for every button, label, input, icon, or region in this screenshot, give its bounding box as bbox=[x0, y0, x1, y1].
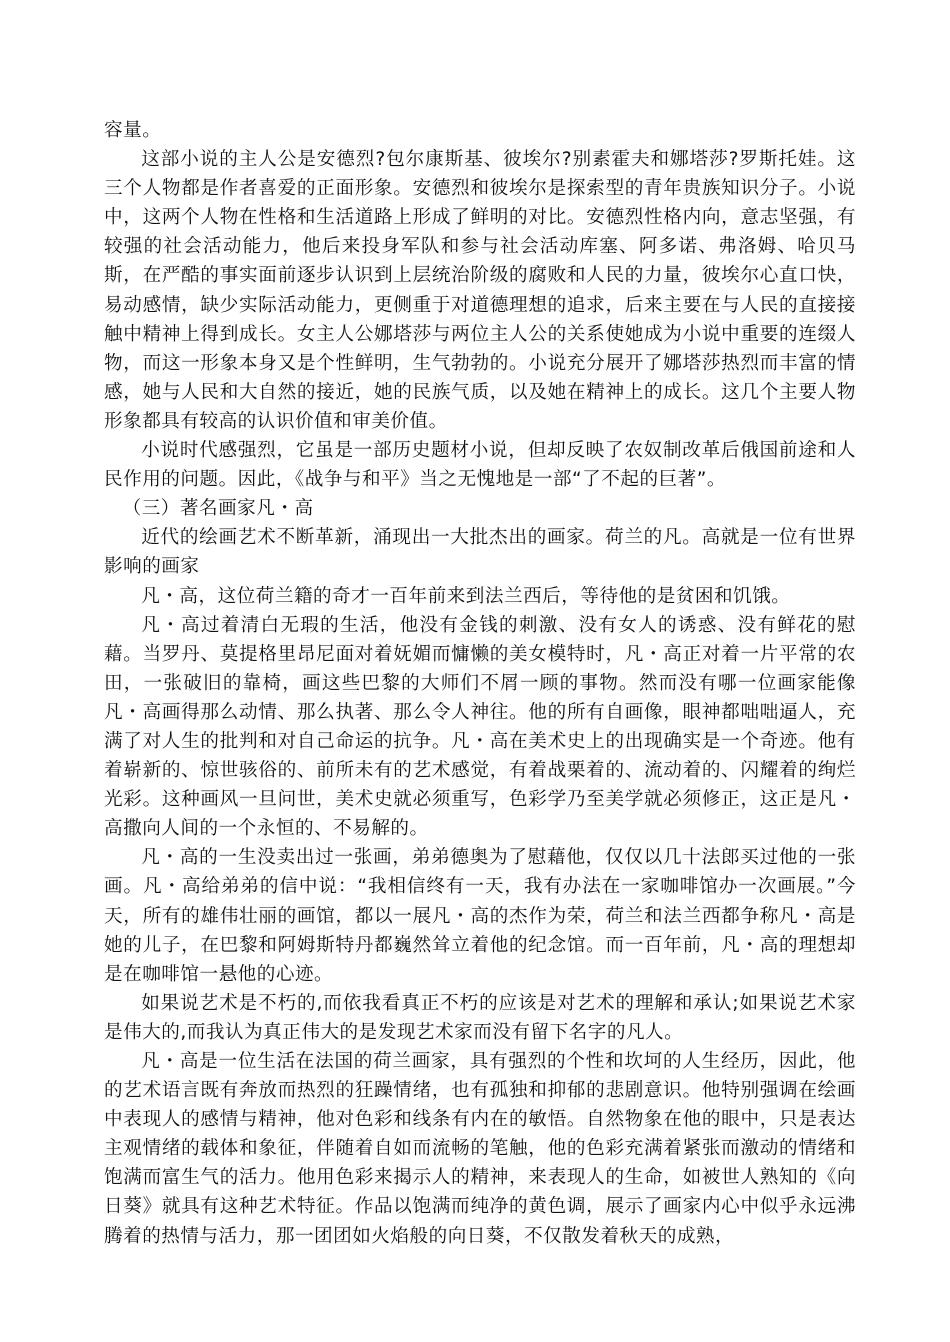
paragraph-life: 凡・高过着清白无瑕的生活，他没有金钱的刺激、没有女人的诱惑、没有鲜花的慰藉。当罗丹、莫提格里昂尼面对着妩媚而慵懒的美女模特时，凡・高正对着一片平常的农田，一张破旧的靠椅，画这些巴黎的大师们不屑一顾的事物。然而没有哪一位画家能像凡・高画得那么动情、那么执著、那么令人神往。他的所有自画像，眼神都咄咄逼人，充满了对人生的批判和对自己命运的抗争。凡・高在美术史上的出现确实是一个奇迹。他有着崭新的、惊世骇俗的、前所未有的艺术感觉，有着战栗着的、流动着的、闪耀着的绚烂光彩。这种画风一旦问世，美术史就必须重写，色彩学乃至美学就必须修正，这正是凡・高撒向人间的一个永恒的、不易解的。 bbox=[104, 614, 856, 840]
document-body bbox=[104, 116, 856, 1251]
paragraph-novel-characters: 这部小说的主人公是安德烈?包尔康斯基、彼埃尔?别素霍夫和娜塔莎?罗斯托娃。这三个人物都是作者喜爱的正面形象。安德烈和彼埃尔是探索型的青年贵族知识分子。小说中，这两个人物在性格和生活道路上形成了鲜明的对比。安德烈性格内向，意志坚强，有较强的社会活动能力，他后来投身军队和参与社会活动库塞、阿多诺、弗洛姆、哈贝马斯，在严酷的事实面前逐步认识到上层统治阶级的腐败和人民的力量，彼埃尔心直口快，易动感情，缺少实际活动能力，更侧重于对道德理想的追求，后来主要在与人民的直接接触中精神上得到成长。女主人公娜塔莎与两位主人公的关系使她成为小说中重要的连缀人物，而这一形象本身又是个性鲜明，生气勃勃的。小说充分展开了娜塔莎热烈而丰富的情感，她与人民和大自然的接近，她的民族气质，以及她在精神上的成长。这几个主要人物形象都具有较高的认识价值和审美价值。 bbox=[104, 149, 856, 432]
paragraph-novel-era: 小说时代感强烈，它虽是一部历史题材小说，但却反映了农奴制改革后俄国前途和人民作用的问题。因此，《战争与和平》当之无愧地是一部“了不起的巨著”。 bbox=[104, 440, 856, 491]
paragraph-continuation: 容量。 bbox=[104, 120, 162, 141]
paragraph-letter: 凡・高的一生没卖出过一张画，弟弟德奥为了慰藉他，仅仅以几十法郎买过他的一张画。凡・高给弟弟的信中说：“我相信终有一天，我有办法在一家咖啡馆办一次画展。”今天，所有的雄伟壮丽的画馆，都以一展凡・高的杰作为荣，荷兰和法兰西都争称凡・高是她的儿子，在巴黎和阿姆斯特丹都巍然耸立着他的纪念馆。而一百年前，凡・高的理想却是在咖啡馆一悬他的心迹。 bbox=[104, 847, 856, 985]
paragraph-immortal: 如果说艺术是不朽的,而依我看真正不朽的应该是对艺术的理解和承认;如果说艺术家是伟大的,而我认为真正伟大的是发现艺术家而没有留下名字的凡人。 bbox=[104, 992, 856, 1043]
section-heading: （三）著名画家凡・高 bbox=[122, 498, 314, 520]
paragraph-style: 凡・高是一位生活在法国的荷兰画家，具有强烈的个性和坎坷的人生经历，因此，他的艺术语言既有奔放而热烈的狂躁情绪，也有孤独和抑郁的悲剧意识。他特别强调在绘画中表现人的感情与精神，他对色彩和线条有内在的敏悟。自然物象在他的眼中，只是表达主观情绪的载体和象征，伴随着自如而流畅的笔触，他的色彩充满着紧张而激动的情绪和饱满而富生气的活力。他用色彩来揭示人的精神，来表现人的生命，如被世人熟知的《向日葵》就具有这种艺术特征。作品以饱满而纯净的黄色调，展示了画家内心中似乎永远沸腾着的热情与活力，那一团团如火焰般的向日葵，不仅散发着秋天的成熟， bbox=[104, 1051, 856, 1247]
paragraph-poverty: 凡・高，这位荷兰籍的奇才一百年前来到法兰西后，等待他的是贫困和饥饿。 bbox=[141, 585, 791, 607]
paragraph-intro: 近代的绘画艺术不断革新，涌现出一大批杰出的画家。荷兰的凡。高就是一位有世界影响的画家 bbox=[104, 527, 856, 578]
